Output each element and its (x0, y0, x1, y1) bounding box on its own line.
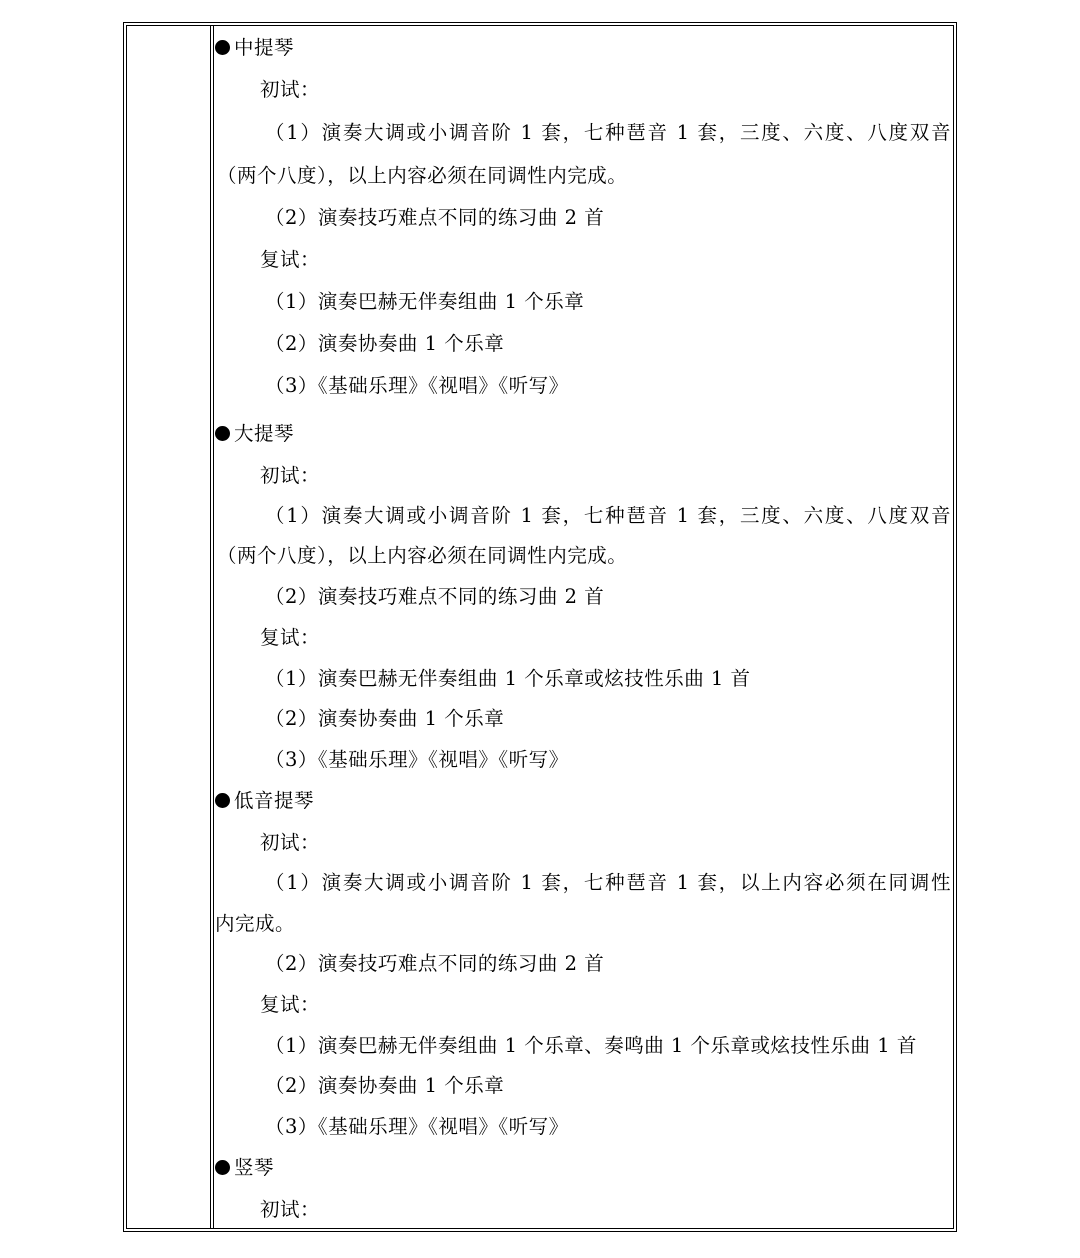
list-item: （2）演奏技巧难点不同的练习曲 2 首 (265, 952, 605, 975)
bullet-icon (215, 426, 230, 441)
bullet-icon (215, 1160, 230, 1175)
list-item: （1）演奏大调或小调音阶 1 套，七种琶音 1 套，以上内容必须在同调性 (265, 871, 951, 894)
retest-label: 复试： (260, 993, 321, 1016)
column-divider (210, 26, 214, 1228)
list-item: （2）演奏协奏曲 1 个乐章 (265, 332, 505, 355)
list-item: （2）演奏技巧难点不同的练习曲 2 首 (265, 206, 605, 229)
section-heading-double-bass: 低音提琴 (215, 781, 314, 821)
list-item: （2）演奏技巧难点不同的练习曲 2 首 (265, 585, 605, 608)
list-item: （2）演奏协奏曲 1 个乐章 (265, 707, 505, 730)
list-item: （3）《基础乐理》《视唱》《听写》 (265, 1115, 569, 1138)
list-item: （1）演奏巴赫无伴奏组曲 1 个乐章或炫技性乐曲 1 首 (265, 667, 751, 690)
bullet-icon (215, 40, 230, 55)
list-item-continuation: （两个八度），以上内容必须在同调性内完成。 (217, 544, 628, 567)
list-item: （1）演奏大调或小调音阶 1 套，七种琶音 1 套，三度、六度、八度双音 (265, 504, 951, 527)
list-item: （3）《基础乐理》《视唱》《听写》 (265, 374, 569, 397)
section-heading-cello: 大提琴 (215, 414, 294, 454)
retest-label: 复试： (260, 248, 321, 271)
section-heading-viola: 中提琴 (215, 28, 294, 68)
list-item: （3）《基础乐理》《视唱》《听写》 (265, 748, 569, 771)
list-item: （1）演奏巴赫无伴奏组曲 1 个乐章、奏鸣曲 1 个乐章或炫技性乐曲 1 首 (265, 1034, 917, 1057)
initial-label: 初试： (260, 1198, 321, 1221)
initial-label: 初试： (260, 78, 321, 101)
initial-label: 初试： (260, 831, 321, 854)
list-item: （1）演奏大调或小调音阶 1 套，七种琶音 1 套，三度、六度、八度双音 (265, 121, 951, 144)
retest-label: 复试： (260, 626, 321, 649)
list-item: （1）演奏巴赫无伴奏组曲 1 个乐章 (265, 290, 585, 313)
list-item-continuation: （两个八度），以上内容必须在同调性内完成。 (217, 164, 628, 187)
list-item-continuation: 内完成。 (215, 912, 296, 935)
bullet-icon (215, 793, 230, 808)
list-item: （2）演奏协奏曲 1 个乐章 (265, 1074, 505, 1097)
section-heading-harp: 竖琴 (215, 1148, 274, 1188)
initial-label: 初试： (260, 464, 321, 487)
